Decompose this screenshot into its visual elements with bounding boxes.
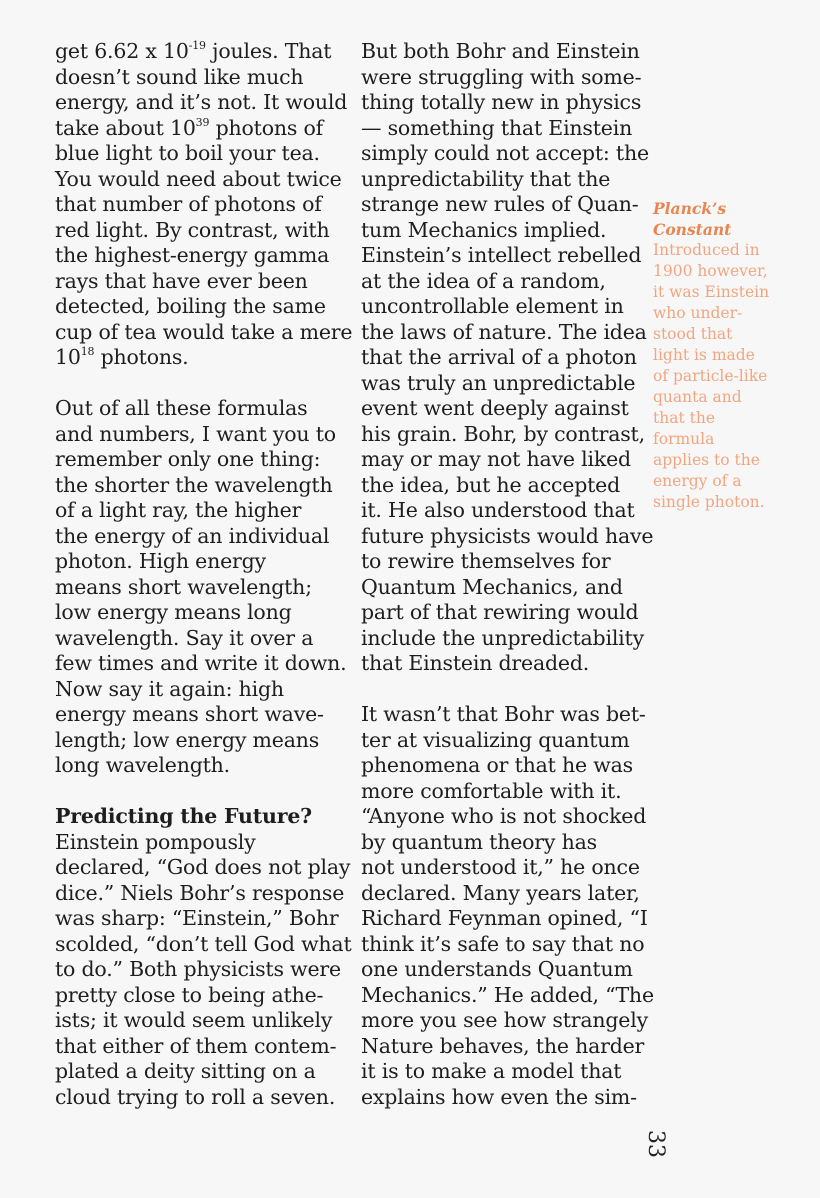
text-line: the idea, but he accepted: [361, 472, 621, 497]
text-line: the shorter the wavelength: [55, 472, 333, 497]
text-line: blue light to boil your tea.: [55, 141, 320, 165]
text-line: energy means short wave-: [55, 702, 324, 726]
text-line: doesn’t sound like much: [55, 64, 304, 89]
sidenote-line: Introduced in: [653, 241, 760, 259]
text-line: by quantum theory has: [361, 829, 597, 854]
paragraph-gap: [55, 371, 355, 397]
text-line: rays that have ever been: [55, 268, 308, 293]
text-line: more you see how strangely: [361, 1008, 648, 1032]
text-line: dice.” Niels Bohr’s response: [55, 880, 345, 905]
text-fragment: photons of: [209, 115, 324, 140]
text-line: his grain. Bohr, by contrast,: [361, 421, 645, 446]
sidenote-line: who under-: [653, 304, 743, 322]
text-line: energy, and it’s not. It would: [55, 90, 348, 114]
text-line: that either of them contem-: [55, 1033, 337, 1058]
text-line: Out of all these formulas: [55, 396, 308, 420]
text-line: length; low energy means: [55, 727, 320, 752]
text-line: strange new rules of Quan-: [361, 192, 639, 216]
sidenote-body: [653, 240, 813, 513]
text-line: to rewire themselves for: [361, 549, 611, 573]
text-line: — something that Einstein: [361, 115, 633, 140]
exponent: -19: [188, 39, 206, 52]
exponent: 18: [80, 345, 95, 358]
text-line: more comfortable with it.: [361, 778, 622, 803]
text-line: Einstein pompously: [55, 829, 256, 854]
text-line: [55, 39, 355, 65]
text-line: phenomena or that he was: [361, 753, 633, 777]
text-line: the laws of nature. The idea: [361, 319, 647, 344]
text-line: at the idea of a random,: [361, 268, 606, 293]
sidenote-line: stood that: [653, 325, 733, 343]
sidenote-line: energy of a: [653, 472, 742, 490]
text-line: it is to make a model that: [361, 1059, 622, 1083]
text-fragment: joules. That: [205, 39, 332, 63]
text-line: simply could not accept: the: [361, 141, 649, 165]
sidenote-line: applies to the: [653, 451, 760, 469]
text-line: Now say it again: high: [55, 676, 284, 701]
text-column-right: [361, 39, 654, 1110]
text-line: red light. By contrast, with: [55, 217, 330, 242]
sidenote: [653, 198, 813, 513]
text-line: cloud trying to roll a seven.: [55, 1084, 336, 1109]
sidenote-line: it was Einstein: [653, 283, 770, 301]
text-line: uncontrollable element in: [361, 294, 624, 318]
text-line: may or may not have liked: [361, 447, 631, 471]
text-line: [55, 345, 355, 371]
text-line: the highest-energy gamma: [55, 243, 330, 267]
text-line: were struggling with some-: [361, 64, 642, 89]
text-line: means short wavelength;: [55, 574, 312, 599]
text-line: Richard Feynman opined, “I: [361, 906, 648, 930]
text-line: ists; it would seem unlikely: [55, 1008, 333, 1032]
text-line: and numbers, I want you to: [55, 421, 336, 446]
text-line: was truly an unpredictable: [361, 370, 636, 395]
text-line: photon. High energy: [55, 549, 266, 573]
text-fragment: 10: [55, 345, 81, 369]
text-line: include the unpredictability: [361, 625, 644, 650]
text-line: It wasn’t that Bohr was bet-: [361, 702, 646, 726]
text-line: pretty close to being athe-: [55, 982, 324, 1007]
text-line: Mechanics.” He added, “The: [361, 982, 654, 1007]
text-line: Einstein’s intellect rebelled: [361, 243, 642, 267]
sidenote-line: light is made: [653, 346, 755, 364]
text-line: But both Bohr and Einstein: [361, 39, 640, 63]
exponent: 39: [195, 115, 210, 129]
text-line: tum Mechanics implied.: [361, 217, 607, 242]
text-line: was sharp: “Einstein,” Bohr: [55, 906, 339, 930]
text-line: unpredictability that the: [361, 166, 611, 191]
sidenote-line: formula: [653, 430, 715, 448]
text-line: the energy of an individual: [55, 523, 330, 548]
text-line: detected, boiling the same: [55, 294, 326, 318]
text-fragment: get 6.62 x 10: [55, 39, 189, 63]
paragraph-gap: [361, 677, 651, 703]
text-line: Nature behaves, the harder: [361, 1033, 645, 1058]
text-fragment: photons.: [94, 345, 189, 369]
text-line: that Einstein dreaded.: [361, 651, 590, 675]
sidenote-title-line: Constant: [653, 220, 732, 239]
text-line: few times and write it down.: [55, 651, 347, 675]
text-line: ter at visualizing quantum: [361, 727, 630, 752]
text-line: one understands Quantum: [361, 957, 633, 981]
text-line: plated a deity sitting on a: [55, 1059, 316, 1083]
text-line: of a light ray, the higher: [55, 498, 302, 522]
sidenote-title-line: Planck’s: [653, 199, 727, 218]
sidenote-line: 1900 however,: [653, 262, 768, 280]
sidenote-line: single photon.: [653, 493, 765, 511]
text-line: that number of photons of: [55, 192, 322, 216]
text-line: that the arrival of a photon: [361, 345, 637, 369]
text-line: Quantum Mechanics, and: [361, 574, 623, 599]
text-line: scolded, “don’t tell God what: [55, 931, 352, 956]
sidenote-line: that the: [653, 409, 715, 427]
text-line: to do.” Both physicists were: [55, 957, 341, 981]
text-line: long wavelength.: [55, 753, 230, 777]
text-line: thing totally new in physics: [361, 90, 642, 114]
text-line: You would need about twice: [55, 166, 342, 191]
text-line: declared, “God does not play: [55, 855, 351, 879]
text-fragment: take about 10: [55, 115, 196, 140]
page-number: 33: [643, 1130, 668, 1158]
section-heading: Predicting the Future?: [55, 804, 312, 828]
sidenote-line: quanta and: [653, 388, 742, 406]
text-line: explains how even the sim-: [361, 1084, 637, 1109]
text-line: “Anyone who is not shocked: [361, 804, 647, 828]
text-line: low energy means long: [55, 600, 292, 624]
text-line: it. He also understood that: [361, 498, 635, 522]
text-line: cup of tea would take a mere: [55, 319, 353, 344]
text-line: wavelength. Say it over a: [55, 625, 314, 650]
text-line: think it’s safe to say that no: [361, 931, 645, 956]
text-line: [55, 116, 355, 142]
text-line: remember only one thing:: [55, 447, 321, 471]
text-column-left: [55, 39, 355, 1110]
text-line: not understood it,” he once: [361, 855, 640, 879]
text-line: part of that rewiring would: [361, 600, 639, 624]
text-line: declared. Many years later,: [361, 880, 640, 905]
text-line: event went deeply against: [361, 396, 629, 420]
sidenote-line: of particle-like: [653, 367, 768, 385]
text-line: future physicists would have: [361, 523, 654, 548]
paragraph-gap: [55, 779, 355, 805]
sidenote-title: [653, 198, 813, 240]
